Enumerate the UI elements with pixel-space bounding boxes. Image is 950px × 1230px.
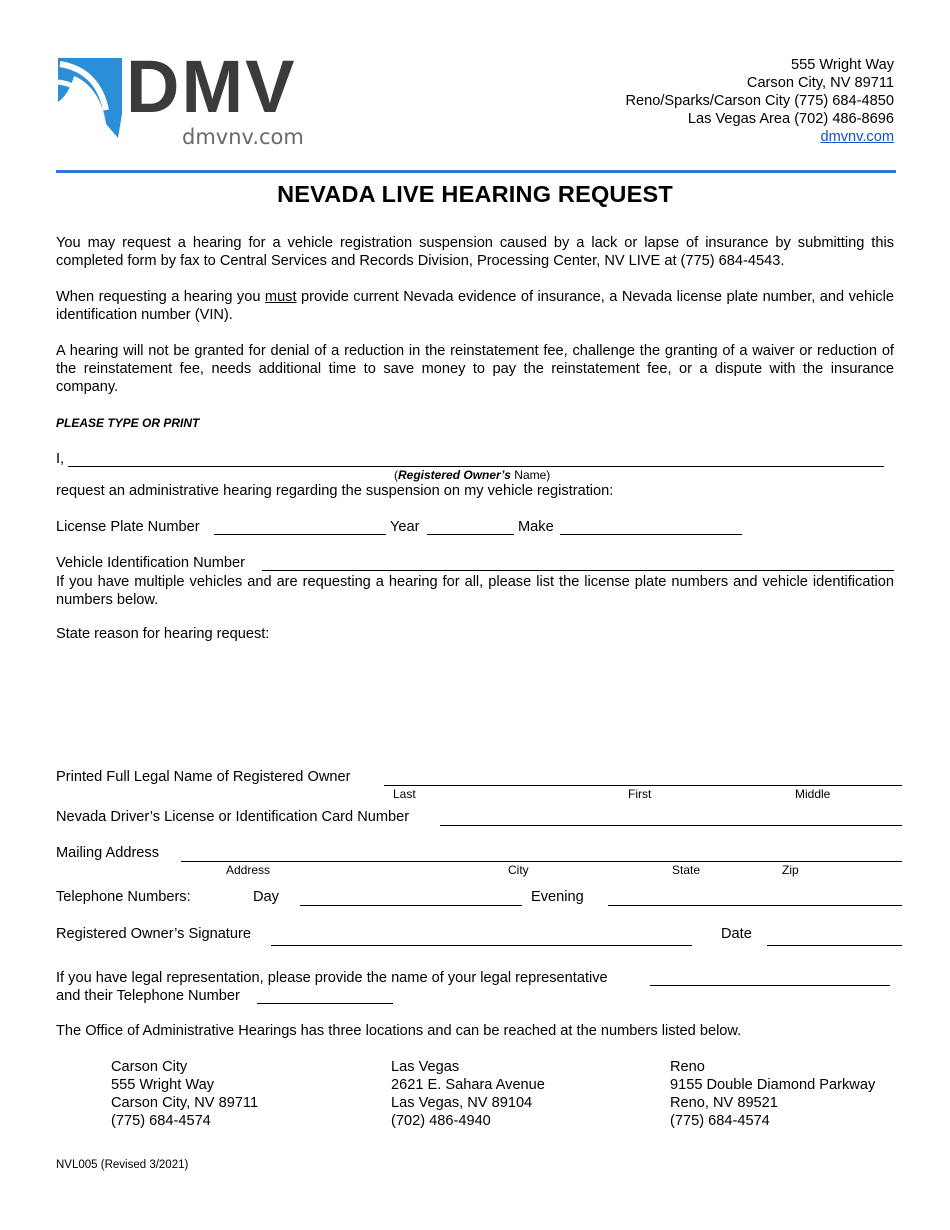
- dmv-logo: [56, 54, 386, 150]
- insurance-paragraph: [56, 288, 894, 324]
- address-sublabel-city: City: [508, 863, 529, 877]
- location-las-vegas: [391, 1058, 545, 1130]
- evening-label: Evening: [531, 889, 584, 905]
- representative-name-field[interactable]: [650, 985, 890, 986]
- legal-name-label: Printed Full Legal Name of Registered Owner: [56, 769, 351, 785]
- caption-rest: Name): [510, 468, 551, 482]
- location-carson-city: [111, 1058, 258, 1130]
- address-line: Carson City, NV 89711: [746, 75, 894, 91]
- reason-area[interactable]: [56, 648, 894, 758]
- representative-label: If you have legal representation, please provide the name of your legal representative: [56, 970, 608, 986]
- mailing-address-label: Mailing Address: [56, 845, 160, 861]
- address-sublabel-address: Address: [226, 863, 271, 877]
- representative-phone-field[interactable]: [257, 1003, 393, 1004]
- evening-phone-field[interactable]: [608, 905, 902, 906]
- location-phone: (702) 486-4940: [391, 1113, 491, 1129]
- caption-bold: Registered Owner’s: [398, 468, 511, 482]
- paragraph-text: provide current Nevada evidence of insurance, a Nevada license plate number, and vehicle identification number (VIN).: [56, 289, 894, 323]
- date-field[interactable]: [767, 945, 902, 946]
- telephone-label: Telephone Numbers:: [56, 889, 191, 905]
- license-number-field[interactable]: [440, 825, 902, 826]
- request-statement: request an administrative hearing regarding the suspension on my vehicle registration:: [56, 483, 614, 499]
- header-divider: [56, 170, 896, 173]
- location-name: Las Vegas: [391, 1059, 460, 1075]
- agency-address: [625, 56, 894, 146]
- vin-field[interactable]: [262, 570, 894, 571]
- location-name: Reno: [670, 1059, 705, 1075]
- website-link[interactable]: dmvnv.com: [820, 129, 894, 145]
- legal-name-field[interactable]: [384, 785, 902, 786]
- address-line: Reno/Sparks/Carson City (775) 684-4850: [625, 93, 894, 109]
- location-city: Carson City, NV 89711: [111, 1095, 259, 1111]
- logo-subtext: dmvnv.com: [182, 125, 304, 149]
- year-label: Year: [390, 519, 420, 535]
- location-city: Reno, NV 89521: [670, 1095, 778, 1111]
- year-field[interactable]: [427, 534, 514, 535]
- location-reno: [670, 1058, 875, 1130]
- denial-paragraph: A hearing will not be granted for denial of a reduction in the reinstatement fee, challenge the granting of a waiver or reduction of the reinstatement fee, needs additional time to save money to pay the reinstatement fee, or a dispute with the insurance company.: [56, 343, 894, 395]
- vin-label: Vehicle Identification Number: [56, 555, 246, 571]
- plate-label: License Plate Number: [56, 519, 200, 535]
- mailing-address-field[interactable]: [181, 861, 902, 862]
- paragraph-text: When requesting a hearing you: [56, 289, 265, 305]
- intro-paragraph: You may request a hearing for a vehicle registration suspension caused by a lack or lapse of insurance by submitting this completed form by fax to Central Services and Records Division, Processing Center, NV LIVE at (775) 684-4543.: [56, 235, 894, 269]
- form-number: NVL005 (Revised 3/2021): [56, 1159, 189, 1171]
- plate-field[interactable]: [214, 534, 386, 535]
- name-sublabel-middle: Middle: [795, 787, 831, 801]
- emphasis-text: must: [264, 289, 297, 305]
- address-line: 555 Wright Way: [790, 57, 894, 73]
- signature-field[interactable]: [271, 945, 692, 946]
- day-label: Day: [253, 889, 279, 905]
- make-field[interactable]: [560, 534, 742, 535]
- location-name: Carson City: [111, 1059, 188, 1075]
- page-title: NEVADA LIVE HEARING REQUEST: [277, 181, 673, 207]
- location-street: 9155 Double Diamond Parkway: [670, 1077, 876, 1093]
- location-street: 2621 E. Sahara Avenue: [391, 1077, 545, 1093]
- instructions-label: PLEASE TYPE OR PRINT: [56, 416, 200, 430]
- name-sublabel-last: Last: [393, 787, 416, 801]
- address-sublabel-zip: Zip: [782, 863, 799, 877]
- address-line: Las Vegas Area (702) 486-8696: [687, 111, 894, 127]
- multiple-vehicles-note: If you have multiple vehicles and are requesting a hearing for all, please list the license plate numbers and vehicle identification numbers below.: [56, 574, 894, 608]
- location-street: 555 Wright Way: [111, 1077, 215, 1093]
- location-phone: (775) 684-4574: [111, 1113, 211, 1129]
- logo-wordmark: DMV: [126, 54, 297, 128]
- day-phone-field[interactable]: [300, 905, 522, 906]
- make-label: Make: [518, 519, 554, 535]
- owner-prefix: I,: [56, 451, 65, 467]
- address-sublabel-state: State: [672, 863, 701, 877]
- reason-label: State reason for hearing request:: [56, 626, 270, 642]
- name-sublabel-first: First: [628, 787, 652, 801]
- owner-name-field[interactable]: [68, 466, 884, 467]
- location-city: Las Vegas, NV 89104: [391, 1095, 533, 1111]
- location-phone: (775) 684-4574: [670, 1113, 770, 1129]
- owner-name-caption: [394, 468, 550, 482]
- nevada-shape-icon: [58, 58, 122, 138]
- caption-paren: (: [394, 468, 398, 482]
- offices-intro: The Office of Administrative Hearings has three locations and can be reached at the numbers listed below.: [56, 1023, 742, 1039]
- license-number-label: Nevada Driver’s License or Identification Card Number: [56, 809, 410, 825]
- representative-phone-label: and their Telephone Number: [56, 988, 240, 1004]
- date-label: Date: [721, 926, 752, 942]
- signature-label: Registered Owner’s Signature: [56, 926, 251, 942]
